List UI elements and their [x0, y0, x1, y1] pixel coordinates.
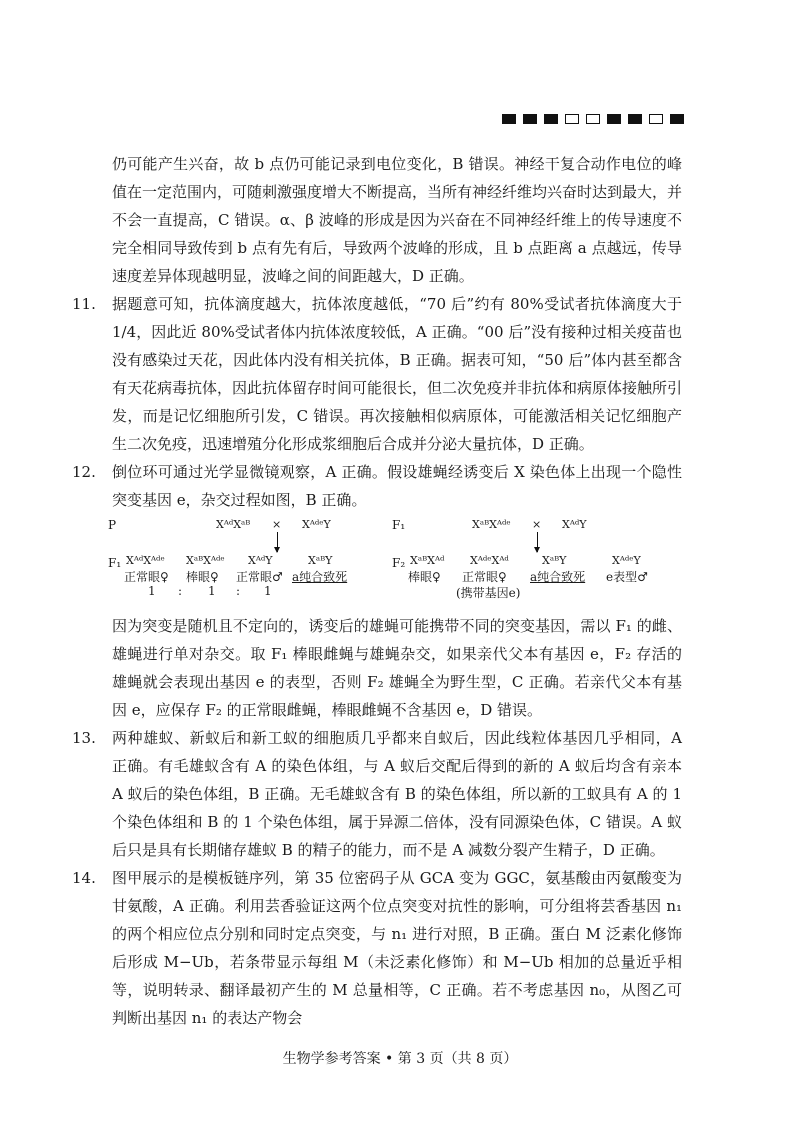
f1-label: F₁	[108, 556, 122, 570]
intro-paragraph: 仍可能产生兴奋，故 b 点仍可能记录到电位变化，B 错误。神经干复合动作电位的峰值在一定范围内，可随刺激强度增大不断提高，当所有神经纤维均兴奋时达到最大，并不会一直提高，C 错误。α、β 波峰的形成是因为兴奋在不同神经纤维上的传导速度不完全相同导致传到 b 点有先有后，导致两个波峰的形成，且 b 点距离 a 点越远，传导速度差异体现越明显，波峰之间的间距越大，D 正确。	[112, 155, 683, 285]
f1b-female-genotype: XᵃᴮXᴬᵈᵉ	[472, 518, 511, 531]
f1b-label: F₁	[392, 518, 406, 532]
page-header-marks	[502, 114, 684, 124]
question-number: 11.	[72, 295, 96, 313]
question-14	[72, 864, 682, 1032]
f2-genotype-1: XᵃᴮXᴬᵈ	[410, 554, 445, 567]
f2-phenotype-1: 棒眼♀	[408, 570, 441, 584]
arrow-icon	[537, 532, 538, 552]
filled-square-icon	[628, 114, 642, 124]
filled-square-icon	[607, 114, 621, 124]
question-text: 据题意可知，抗体滴度越大，抗体浓度越低，“70 后”约有 80%受试者抗体滴度大于 1/4，因此近 80%受试者体内抗体浓度较低，A 正确。“00 后”没有接种过相关疫苗也没有感染过天花，因此体内没有相关抗体，B 正确。据表可知，“50 后”体内甚至都含有天花病毒抗体，因此抗体留存时间可能很长，但二次免疫并非抗体和病原体接触所引发，而是记忆细胞所引发，C 错误。再次接触相似病原体，可能激活相关记忆细胞产生二次免疫，迅速增殖分化形成浆细胞后合成并分泌大量抗体，D 正确。	[112, 295, 683, 453]
p-female-genotype: XᴬᵈXᵃᴮ	[216, 518, 251, 531]
cross-sign: ×	[272, 518, 282, 531]
ratio-colon: :	[178, 584, 183, 598]
f1b-male-genotype: XᴬᵈY	[562, 518, 587, 531]
f1-genotype-2: XᵃᴮXᴬᵈᵉ	[186, 554, 225, 567]
answer-page	[72, 150, 683, 1032]
f1-genotype-1: XᴬᵈXᴬᵈᵉ	[126, 554, 165, 567]
filled-square-icon	[544, 114, 558, 124]
p-male-genotype: XᴬᵈᵉY	[302, 518, 331, 531]
question-number: 12.	[72, 463, 96, 481]
f2-phenotype-2-note: (携带基因e)	[456, 586, 521, 600]
ratio-2: 1	[208, 584, 216, 598]
cross-sign: ×	[532, 518, 542, 531]
empty-square-icon	[649, 114, 663, 124]
ratio-3: 1	[264, 584, 272, 598]
f1-phenotype-2: 棒眼♀	[186, 570, 219, 584]
f2-phenotype-3: a纯合致死	[530, 570, 586, 584]
filled-square-icon	[523, 114, 537, 124]
ratio-colon: :	[236, 584, 241, 598]
filled-square-icon	[670, 114, 684, 124]
f2-label: F₂	[392, 556, 406, 570]
question-13	[72, 724, 682, 864]
empty-square-icon	[586, 114, 600, 124]
arrow-icon	[277, 532, 278, 552]
f1-genotype-3: XᴬᵈY	[248, 554, 273, 567]
f2-genotype-2: XᴬᵈᵉXᴬᵈ	[470, 554, 509, 567]
ratio-1: 1	[148, 584, 156, 598]
cross-diagram	[108, 516, 682, 608]
f2-phenotype-2: 正常眼♀	[462, 570, 507, 584]
question-number: 14.	[72, 869, 96, 887]
question-12	[72, 458, 682, 724]
question-text: 图甲展示的是模板链序列，第 35 位密码子从 GCA 变为 GGC，氨基酸由丙氨酸变为甘氨酸，A 正确。利用芸香验证这两个位点突变对抗性的影响，可分组将芸香基因 n₁ 的两个相应位点分别和同时定点突变，与 n₁ 进行对照，B 正确。蛋白 M 泛素化修饰后形成 M−Ub，若条带显示每组 M（未泛素化修饰）和 M−Ub 相加的总量近乎相等，说明转录、翻译最初产生的 M 总量相等，C 正确。若不考虑基因 n₀，从图乙可判断出基因 n₁ 的表达产物会	[112, 869, 682, 1027]
f1-genotype-4: XᵃᴮY	[308, 554, 333, 567]
question-text: 两种雄蚁、新蚁后和新工蚁的细胞质几乎都来自蚁后，因此线粒体基因几乎相同，A 正确。有毛雄蚁含有 A 的染色体组，与 A 蚁后交配后得到的新的 A 蚁后均含有亲本 A 蚁后的染色体组，B 正确。无毛雄蚁含有 B 的染色体组，所以新的工蚁具有 A 的 1 个染色体组和 B 的 1 个染色体组，属于异源二倍体，没有同源染色体，C 错误。A 蚁后只是具有长期储存雄蚁 B 的精子的能力，而不是 A 减数分裂产生精子，D 正确。	[112, 729, 682, 859]
f2-phenotype-4: e表型♂	[606, 570, 648, 584]
f2-genotype-4: XᴬᵈᵉY	[612, 554, 641, 567]
filled-square-icon	[502, 114, 516, 124]
f1-phenotype-4: a纯合致死	[292, 570, 348, 584]
f1-phenotype-3: 正常眼♂	[236, 570, 283, 584]
empty-square-icon	[565, 114, 579, 124]
question-text-after: 因为突变是随机且不定向的，诱变后的雄蝇可能携带不同的突变基因，需以 F₁ 的雌、雄蝇进行单对杂交。取 F₁ 棒眼雌蝇与雄蝇杂交，如果亲代父本有基因 e，F₂ 存活的雄蝇就会表现出基因 e 的表型，否则 F₂ 雄蝇全为野生型，C 正确。若亲代父本有基因 e，应保存 F₂ 的正常眼雌蝇，棒眼雌蝇不含基因 e，D 错误。	[112, 617, 682, 719]
question-text-before: 倒位环可通过光学显微镜观察，A 正确。假设雄蝇经诱变后 X 染色体上出现一个隐性突变基因 e，杂交过程如图，B 正确。	[112, 463, 682, 509]
question-11	[72, 290, 683, 458]
page-footer: 生物学参考答案 • 第 3 页（共 8 页）	[282, 1051, 518, 1067]
f2-genotype-3: XᵃᴮY	[542, 554, 567, 567]
f1-phenotype-1: 正常眼♀	[124, 570, 169, 584]
question-number: 13.	[72, 729, 96, 747]
p-label: P	[108, 518, 117, 532]
